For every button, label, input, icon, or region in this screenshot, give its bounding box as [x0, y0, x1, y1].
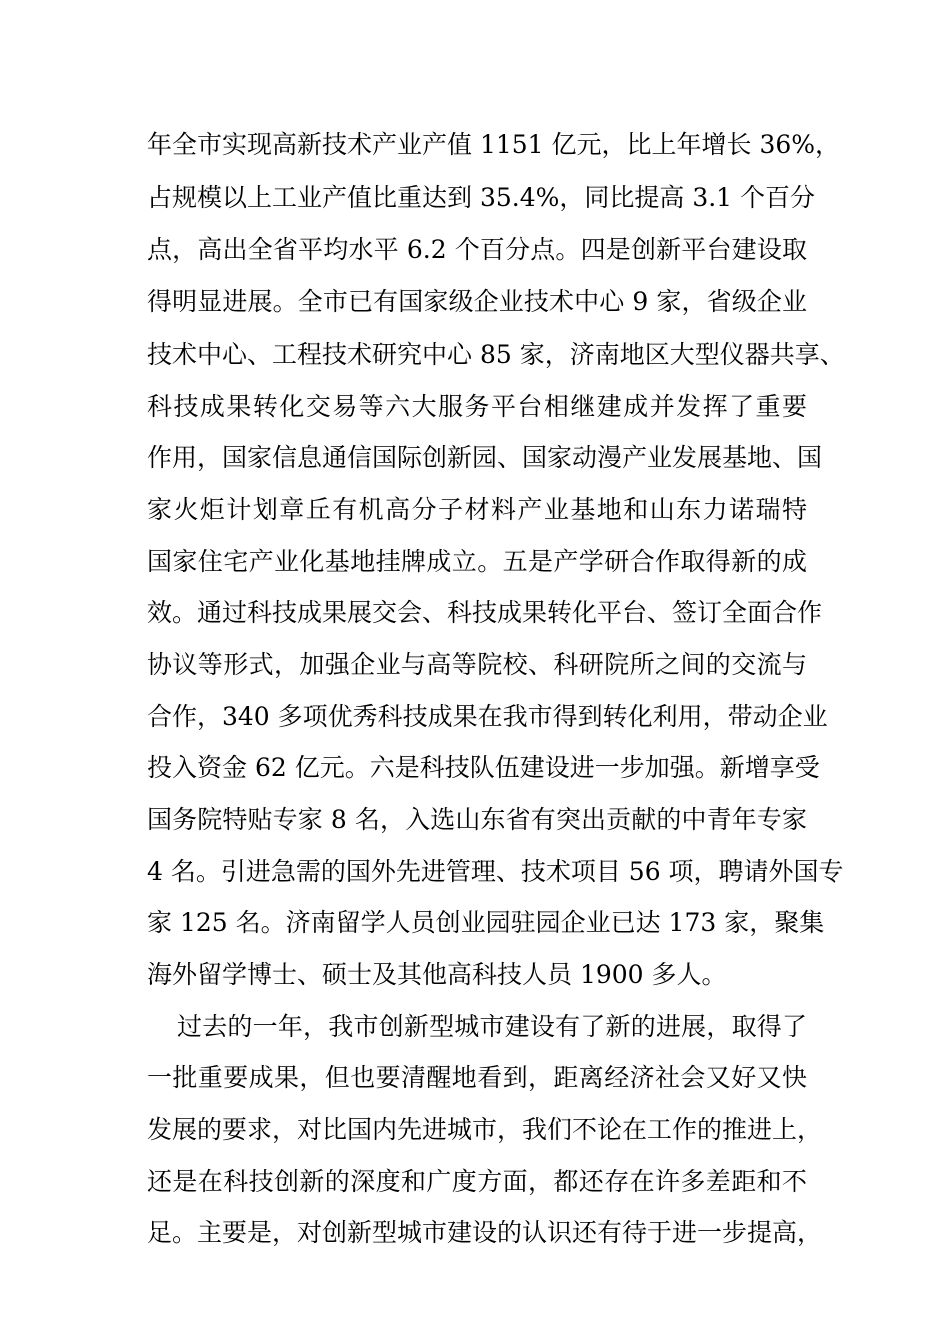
text-line: 国家住宅产业化基地挂牌成立。五是产学研合作取得新的成: [147, 547, 807, 576]
text-line: 协议等形式，加强企业与高等院校、科研院所之间的交流与: [147, 650, 807, 679]
text-line: 发展的要求，对比国内先进城市，我们不论在工作的推进上，: [147, 1115, 823, 1144]
text-line: 家火炬计划章丘有机高分子材料产业基地和山东力诺瑞特: [147, 495, 807, 524]
text-line: 合作，340 多项优秀科技成果在我市得到转化利用，带动企业: [147, 702, 828, 731]
text-line: 技术中心、工程技术研究中心 85 家，济南地区大型仪器共享、: [147, 340, 845, 369]
text-line: 得明显进展。全市已有国家级企业技术中心 9 家，省级企业: [147, 287, 807, 316]
text-line: 海外留学博士、硕士及其他高科技人员 1900 多人。: [147, 960, 727, 989]
text-line: 作用，国家信息通信国际创新园、国家动漫产业发展基地、国: [147, 443, 823, 472]
text-line: 点，高出全省平均水平 6.2 个百分点。四是创新平台建设取: [147, 235, 807, 264]
text-line: 足。主要是，对创新型城市建设的认识还有待于进一步提高，: [147, 1218, 823, 1247]
text-line: 科技成果转化交易等六大服务平台相继建成并发挥了重要: [147, 392, 807, 421]
text-line: 国务院特贴专家 8 名，入选山东省有突出贡献的中青年专家: [147, 805, 807, 834]
text-line: 投入资金 62 亿元。六是科技队伍建设进一步加强。新增享受: [147, 753, 820, 782]
text-line: 年全市实现高新技术产业产值 1151 亿元，比上年增长 36%，: [147, 130, 841, 159]
text-line: 占规模以上工业产值比重达到 35.4%，同比提高 3.1 个百分: [147, 183, 816, 212]
text-line: 家 125 名。济南留学人员创业园驻园企业已达 173 家，聚集: [147, 908, 825, 937]
paragraph-first-line: 过去的一年，我市创新型城市建设有了新的进展，取得了: [177, 1012, 807, 1041]
text-line: 一批重要成果，但也要清醒地看到，距离经济社会又好又快: [147, 1063, 807, 1092]
text-line: 效。通过科技成果展交会、科技成果转化平台、签订全面合作: [147, 598, 823, 627]
text-line: 4 名。引进急需的国外先进管理、技术项目 56 项，聘请外国专: [147, 857, 844, 886]
text-line: 还是在科技创新的深度和广度方面，都还存在许多差距和不: [147, 1167, 807, 1196]
